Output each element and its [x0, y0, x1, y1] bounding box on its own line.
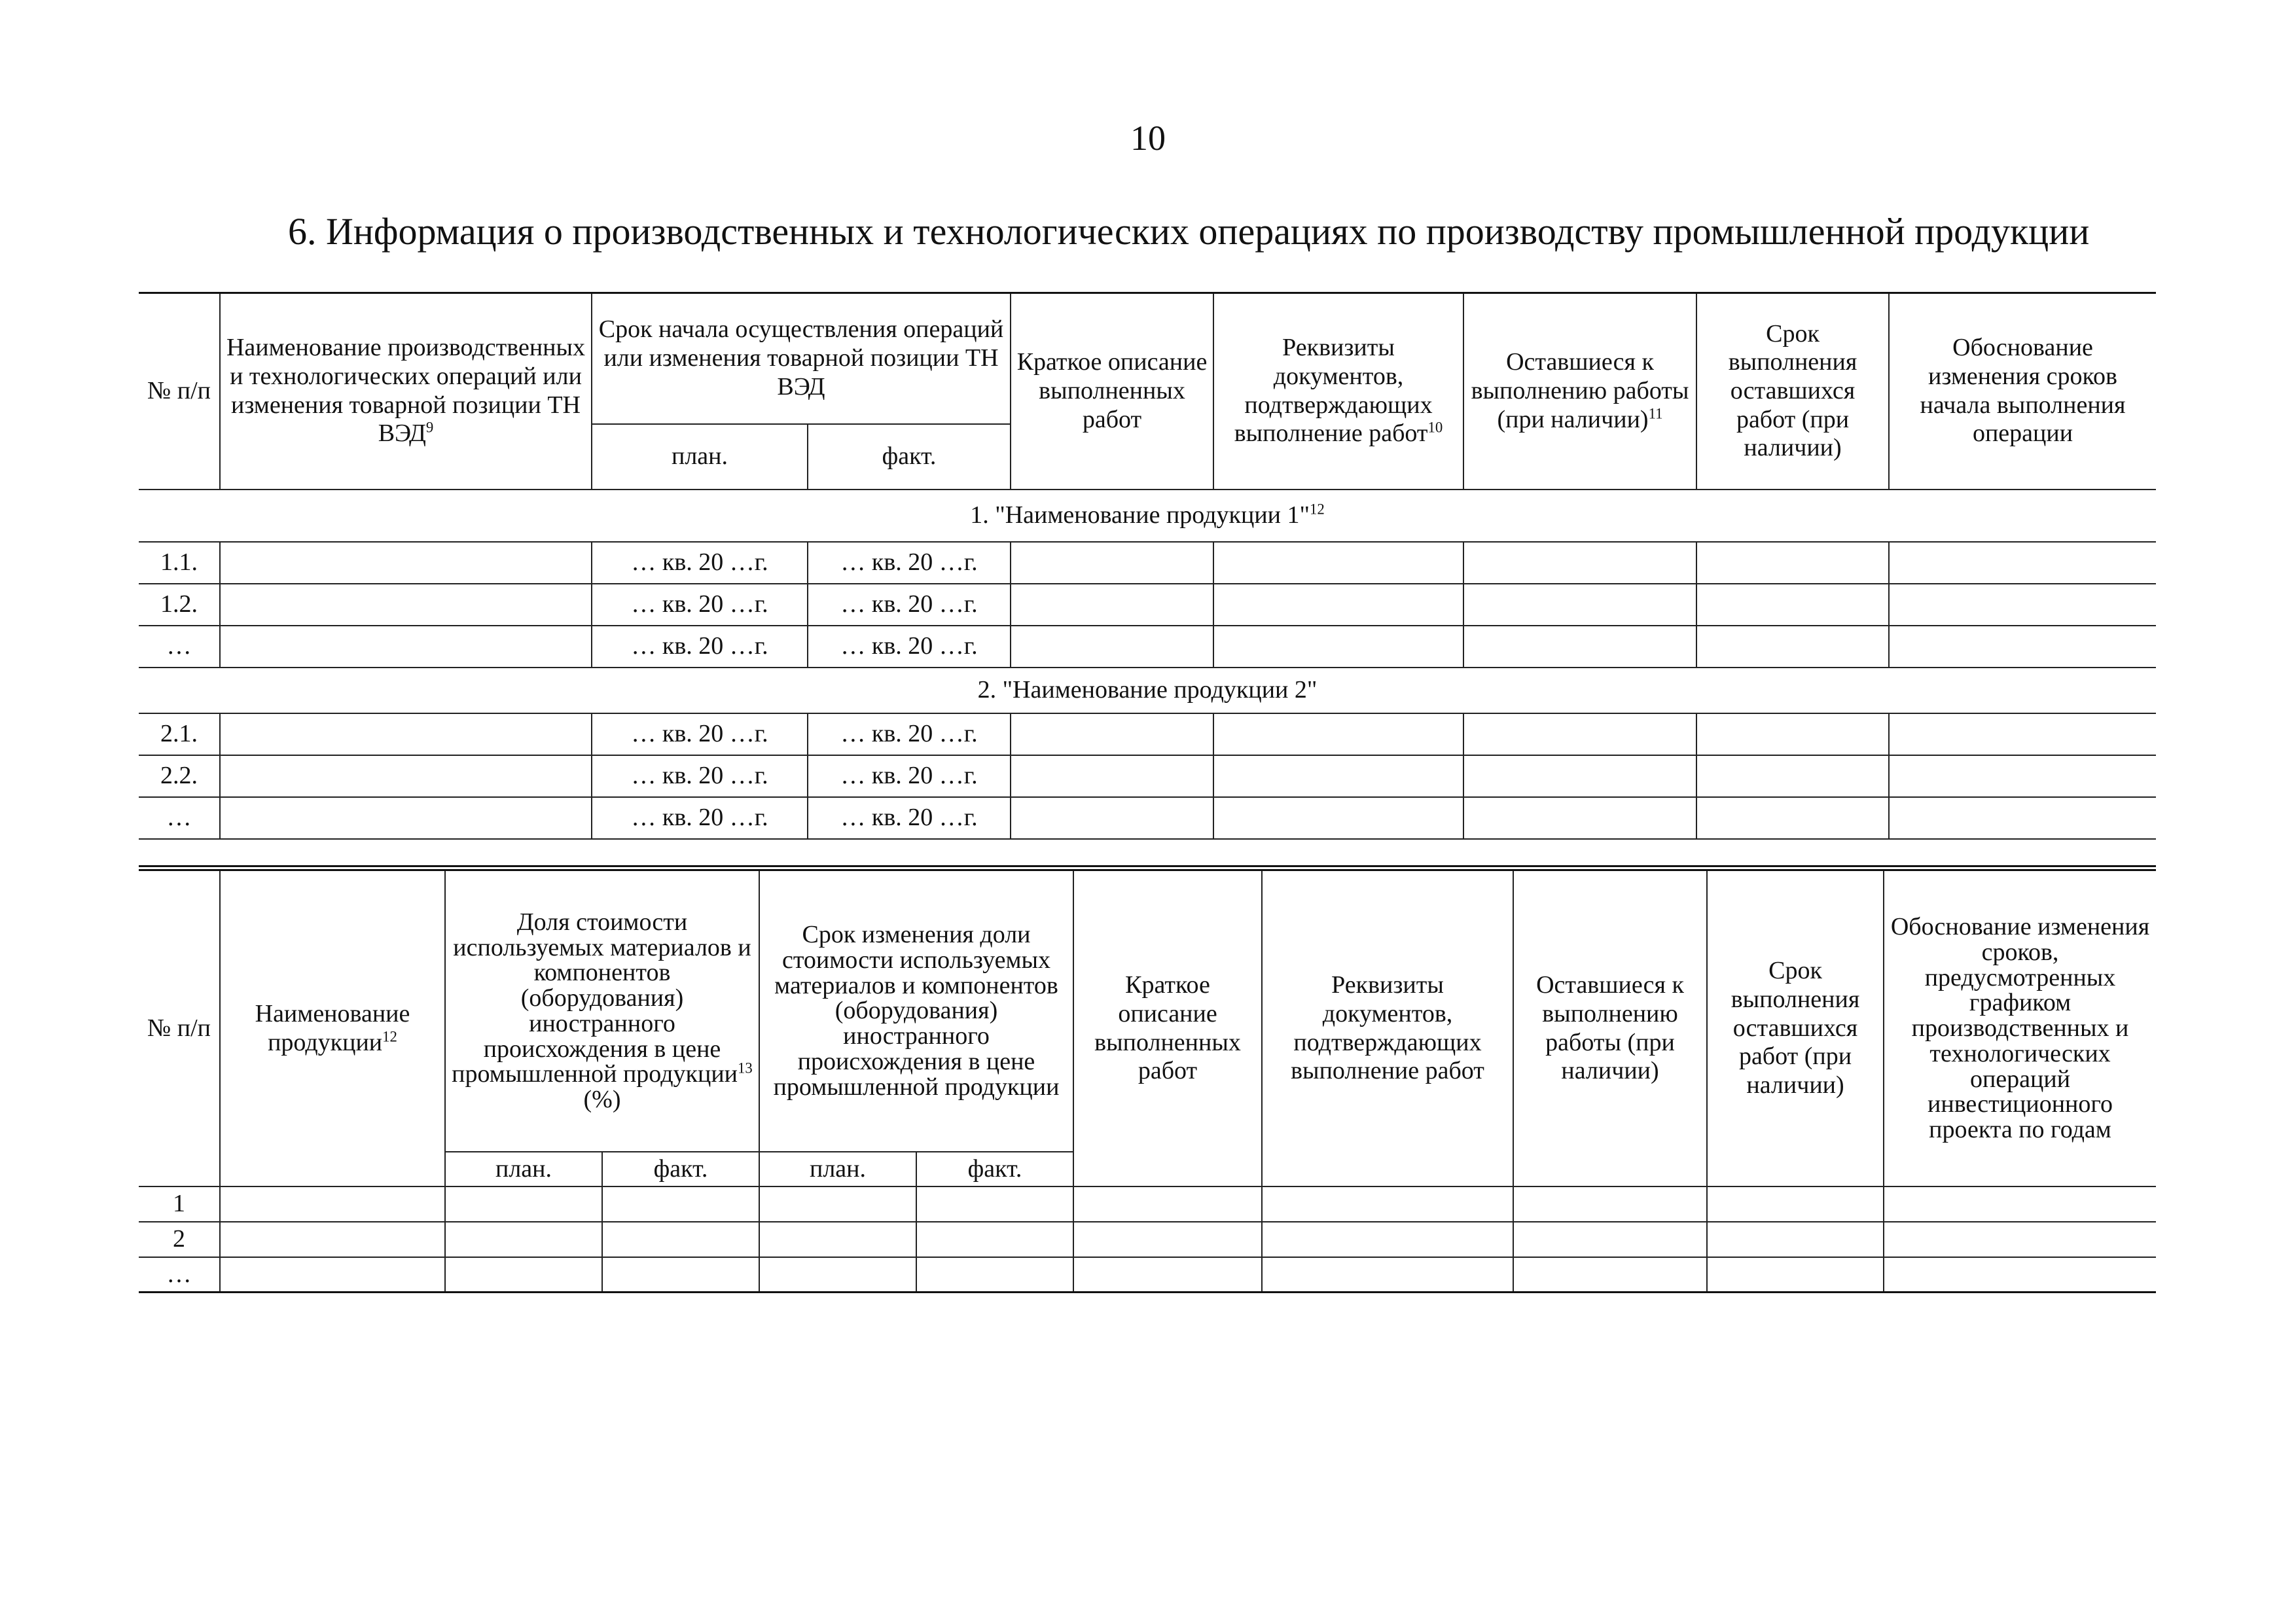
group-title: 1. "Наименование продукции 1"$^{12}$	[139, 490, 2156, 542]
header-plan: план.	[592, 424, 808, 490]
table-row	[139, 713, 2156, 755]
row-num: 2.1.	[139, 713, 220, 755]
fact-date: … кв. 20 …г.	[808, 755, 1011, 797]
header-description: Краткое описание выполненных работ	[1011, 293, 1213, 490]
row-num: 2	[139, 1222, 220, 1257]
operation-name-cell	[220, 584, 592, 626]
fact-date: … кв. 20 …г.	[808, 713, 1011, 755]
table-row	[139, 1257, 2156, 1293]
header-term-fact: факт.	[916, 1152, 1073, 1187]
header-num: № п/п	[139, 870, 220, 1187]
plan-date: … кв. 20 …г.	[592, 797, 808, 839]
header-justification: Обоснование изменения сроков начала выполнения операции	[1889, 293, 2156, 490]
row-num: 1	[139, 1186, 220, 1222]
plan-date: … кв. 20 …г.	[592, 626, 808, 668]
row-num: …	[139, 626, 220, 668]
header-remaining-works: Оставшиеся к выполнению работы (при наличии)	[1513, 870, 1707, 1187]
header-num: № п/п	[139, 293, 220, 490]
table-row	[139, 542, 2156, 584]
table-row	[139, 797, 2156, 839]
table-row	[139, 755, 2156, 797]
header-foreign-share: Доля стоимости используемых материалов и компонентов (оборудования) иностранного происхождения в цене промышленной продукции$^{13}$ (%)	[445, 870, 759, 1152]
operation-name-cell	[220, 755, 592, 797]
header-justification: Обоснование изменения сроков, предусмотренных графиком производственных и технологических операций инвестиционного проекта по годам	[1884, 870, 2156, 1187]
plan-date: … кв. 20 …г.	[592, 542, 808, 584]
foreign-share-table	[139, 869, 2156, 1293]
header-remaining-term: Срок выполнения оставшихся работ (при наличии)	[1696, 293, 1889, 490]
header-description: Краткое описание выполненных работ	[1073, 870, 1262, 1187]
header-requisites: Реквизиты документов, подтверждающих выполнение работ	[1262, 870, 1513, 1187]
operations-table	[139, 292, 2156, 867]
header-remaining-term: Срок выполнения оставшихся работ (при наличии)	[1707, 870, 1884, 1187]
row-num: 1.1.	[139, 542, 220, 584]
section-title: 6. Информация о производственных и технологических операциях по производству промышленной продукции	[288, 210, 2090, 253]
row-num: 2.2.	[139, 755, 220, 797]
table-row	[139, 1186, 2156, 1222]
plan-date: … кв. 20 …г.	[592, 584, 808, 626]
plan-date: … кв. 20 …г.	[592, 713, 808, 755]
header-share-change-term: Срок изменения доли стоимости используемых материалов и компонентов (оборудования) иностранного происхождения в цене промышленной продукции	[759, 870, 1073, 1152]
fact-date: … кв. 20 …г.	[808, 626, 1011, 668]
fact-date: … кв. 20 …г.	[808, 797, 1011, 839]
fact-date: … кв. 20 …г.	[808, 584, 1011, 626]
row-num: …	[139, 797, 220, 839]
table-footer-spacer	[139, 839, 2156, 866]
group-title: 2. "Наименование продукции 2"	[139, 668, 2156, 713]
header-start-term: Срок начала осуществления операций или изменения товарной позиции ТН ВЭД	[592, 293, 1011, 424]
row-num: …	[139, 1257, 220, 1293]
header-share-fact: факт.	[602, 1152, 759, 1187]
operation-name-cell	[220, 797, 592, 839]
table-row	[139, 1222, 2156, 1257]
header-fact: факт.	[808, 424, 1011, 490]
table-row	[139, 584, 2156, 626]
header-share-plan: план.	[445, 1152, 602, 1187]
page-number: 10	[1130, 118, 1166, 158]
table-row	[139, 626, 2156, 668]
header-operation-name: Наименование производственных и технологических операций или изменения товарной позиции ТН ВЭД$^9$	[220, 293, 592, 490]
fact-date: … кв. 20 …г.	[808, 542, 1011, 584]
header-term-plan: план.	[759, 1152, 916, 1187]
header-requisites: Реквизиты документов, подтверждающих выполнение работ$^{10}$	[1213, 293, 1463, 490]
operation-name-cell	[220, 542, 592, 584]
operation-name-cell	[220, 626, 592, 668]
plan-date: … кв. 20 …г.	[592, 755, 808, 797]
header-remaining-works: Оставшиеся к выполнению работы (при наличии)$^{11}$	[1463, 293, 1696, 490]
row-num: 1.2.	[139, 584, 220, 626]
operation-name-cell	[220, 713, 592, 755]
header-product-name: Наименование продукции$^{12}$	[220, 870, 445, 1187]
